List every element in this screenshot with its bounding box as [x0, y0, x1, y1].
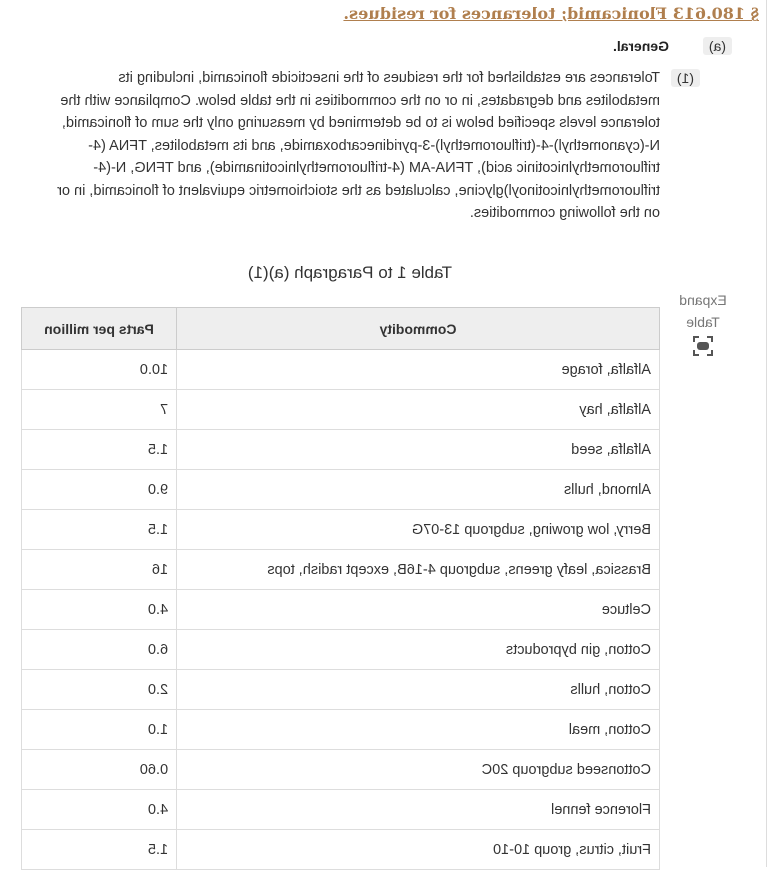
table-row: [22, 430, 660, 470]
ppm-cell: 1.0: [22, 710, 177, 750]
table-row: [22, 550, 660, 590]
expand-table-label-line2: Table: [686, 314, 720, 330]
ppm-cell: 1.5: [22, 430, 177, 470]
paragraph-a-label[interactable]: (a): [703, 37, 732, 55]
ppm-cell: 7: [22, 390, 177, 430]
ppm-cell: 1.5: [22, 830, 177, 870]
ppm-cell: 10.0: [22, 350, 177, 390]
commodity-cell: Florence fennel: [177, 790, 660, 830]
table-row: [22, 470, 660, 510]
table-header-row: [22, 308, 660, 350]
ppm-cell: 2.0: [22, 670, 177, 710]
paragraph-1-label[interactable]: (1): [671, 69, 700, 87]
paragraph-1-text: Tolerances are established for the residues of the insecticide flonicamid, including its metabolites and degradates, in or on the commodities in the table below. Compliance with the tolerance levels specified below is to be determined by measuring only the sum of flonicamid, N-(cyanomethyl)-4-(trifluoromethyl)-3-pyridinecarboxamide, and its metabolites, TFNA (4-trifluoromethylnicotinic acid), TFNA-AM (4-trifluoromethylnicotinamide), and TFNG, N-(4-trifluoromethylnicotinoyl)glycine, calculated as the stoichiometric equivalent of flonicamid, in or on the following commodities.: [57, 70, 660, 221]
ppm-cell: 9.0: [22, 470, 177, 510]
table-row: [22, 590, 660, 630]
table-row: [22, 350, 660, 390]
commodity-cell: Alfalfa, forage: [177, 350, 660, 390]
table-row: [22, 510, 660, 550]
commodity-cell: Fruit, citrus, group 10-10: [177, 830, 660, 870]
commodity-cell: Cotton, hulls: [177, 670, 660, 710]
table-row: [22, 750, 660, 790]
commodity-cell: Alfalfa, seed: [177, 430, 660, 470]
ppm-cell: 16: [22, 550, 177, 590]
table-row: [22, 630, 660, 670]
header-parts-per-million: Parts per million: [22, 308, 177, 350]
ppm-cell: 4.0: [22, 790, 177, 830]
paragraph-a-heading: General.: [612, 38, 669, 54]
header-commodity: Commodity: [177, 308, 660, 350]
expand-table-label-line1: Expand: [679, 292, 727, 308]
commodity-cell: Brassica, leafy greens, subgroup 4-16B, except radish, tops: [177, 550, 660, 590]
commodity-cell: Alfalfa, hay: [177, 390, 660, 430]
table-row: [22, 390, 660, 430]
expand-icon: [692, 335, 714, 357]
ppm-cell: 0.60: [22, 750, 177, 790]
commodity-cell: Cotton, meal: [177, 710, 660, 750]
tolerance-table: [21, 307, 660, 870]
commodity-cell: Cotton, gin byproducts: [177, 630, 660, 670]
table-row: [22, 670, 660, 710]
table-row: [22, 790, 660, 830]
table-caption: Table 1 to Paragraph (a)(1): [247, 263, 452, 282]
expand-table-button[interactable]: [674, 289, 732, 357]
ppm-cell: 1.5: [22, 510, 177, 550]
commodity-cell: Almond, hulls: [177, 470, 660, 510]
commodity-cell: Berry, low growing, subgroup 13-07G: [177, 510, 660, 550]
section-heading-link[interactable]: § 180.613 Flonicamid; tolerances for residues.: [343, 4, 759, 23]
commodity-cell: Celtuce: [177, 590, 660, 630]
ppm-cell: 4.0: [22, 590, 177, 630]
ppm-cell: 6.0: [22, 630, 177, 670]
table-row: [22, 830, 660, 870]
table-row: [22, 710, 660, 750]
commodity-cell: Cottonseed subgroup 20C: [177, 750, 660, 790]
